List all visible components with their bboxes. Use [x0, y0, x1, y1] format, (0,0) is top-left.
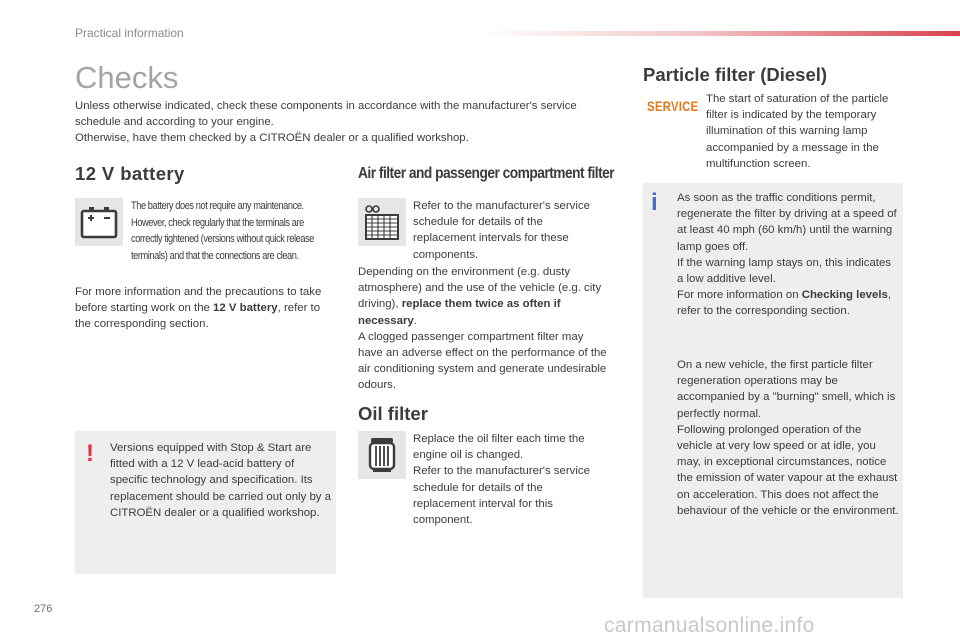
battery-more-bold: 12 V battery: [213, 302, 278, 315]
oil-filter-line-2: Refer to the manufacturer's service schedule for details of the replacement interval for this component.: [413, 465, 590, 527]
particle-filter-heading: Particle filter (Diesel): [643, 64, 828, 85]
particle-filter-intro: The start of saturation of the particle filter is indicated by the temporary illumination of this warning lamp accompanied by a message in the multifunction screen.: [706, 93, 889, 170]
battery-heading: 12 V battery: [75, 163, 185, 184]
oil-filter-line-1: Replace the oil filter each time the engine oil is changed.: [413, 433, 585, 462]
air-filter-p1-suffix: .: [413, 314, 417, 327]
battery-more-info: [75, 284, 337, 333]
air-filter-icon: [358, 198, 406, 246]
air-filter-note: Refer to the manufacturer's service schedule for details of the replacement intervals for these components.: [413, 200, 590, 261]
particle-filter-info-text: [677, 190, 899, 320]
air-filter-body: [358, 264, 610, 394]
battery-more-suffix: , refer to the corresponding section.: [75, 302, 321, 331]
page-number: 276: [34, 603, 53, 615]
warning-icon: !: [86, 440, 94, 467]
header-accent-bar: [480, 31, 960, 36]
particle-info-3-bold: Checking levels: [801, 289, 888, 302]
air-filter-paragraph-2: A clogged passenger compartment filter may have an adverse effect on the performance of the air conditioning system and generate undesirable odours.: [358, 330, 607, 392]
intro-line-1: Unless otherwise indicated, check these components in accordance with the manufacturer's service schedule and according to your engine.: [75, 100, 577, 129]
particle-info-3-suffix: , refer to the corresponding section.: [677, 289, 891, 318]
oil-filter-heading: Oil filter: [358, 403, 428, 424]
air-filter-p1-bold: replace them twice as often if necessary: [358, 298, 561, 327]
particle-info-paragraph-5: Following prolonged operation of the vehicle at very low speed or at idle, you may, in exceptional circumstances, notice the emission of water vapour at the exhaust on acceleration. This does not affect the behaviour of the vehicle or the environment.: [677, 423, 899, 517]
particle-filter-info-text-2: [677, 357, 899, 519]
car-battery-icon: [75, 198, 123, 246]
oil-filter-text: [413, 431, 608, 528]
intro-text: [75, 98, 605, 147]
particle-filter-info-box: [643, 183, 903, 598]
running-header: Practical information: [75, 26, 184, 40]
particle-info-paragraph-3: [677, 287, 899, 319]
air-filter-paragraph-1: [358, 264, 610, 329]
battery-note: The battery does not require any maintenance. However, check regularly that the terminals are correctly tightened (versions without quick release terminals) and that the connections are clean.: [131, 200, 314, 262]
info-icon: i: [651, 189, 658, 216]
battery-warning-box: [75, 431, 336, 574]
particle-info-3-prefix: For more information on: [677, 289, 802, 302]
particle-info-paragraph-4: On a new vehicle, the first particle filter regeneration operations may be accompanied by a "burning" smell, which is perfectly normal.: [677, 359, 896, 420]
intro-line-2: Otherwise, have them checked by a CITROËN dealer or a qualified workshop.: [75, 132, 469, 145]
battery-more-prefix: For more information and the precautions to take before starting work on the: [75, 286, 322, 315]
oil-filter-icon: [358, 431, 406, 479]
watermark: carmanualsonline.info: [604, 614, 815, 637]
page-title: Checks: [75, 60, 179, 95]
particle-info-paragraph-1: As soon as the traffic conditions permit, regenerate the filter by driving at a speed of at least 40 mph (60 km/h) until the warning lamp goes off.: [677, 192, 897, 253]
particle-info-paragraph-2: If the warning lamp stays on, this indicates a low additive level.: [677, 256, 891, 286]
service-warning-lamp-icon: SERVICE: [647, 98, 699, 114]
battery-warning-text: Versions equipped with Stop & Start are fitted with a 12 V lead-acid battery of specific technology and specification. Its replacement should be carried out only by a CITROËN dealer or a qualified workshop.: [110, 442, 331, 519]
air-filter-heading: Air filter and passenger compartment filter: [358, 165, 615, 182]
air-filter-p1-prefix: Depending on the environment (e.g. dusty atmosphere) and the use of the vehicle (e.g. city driving),: [358, 266, 602, 311]
